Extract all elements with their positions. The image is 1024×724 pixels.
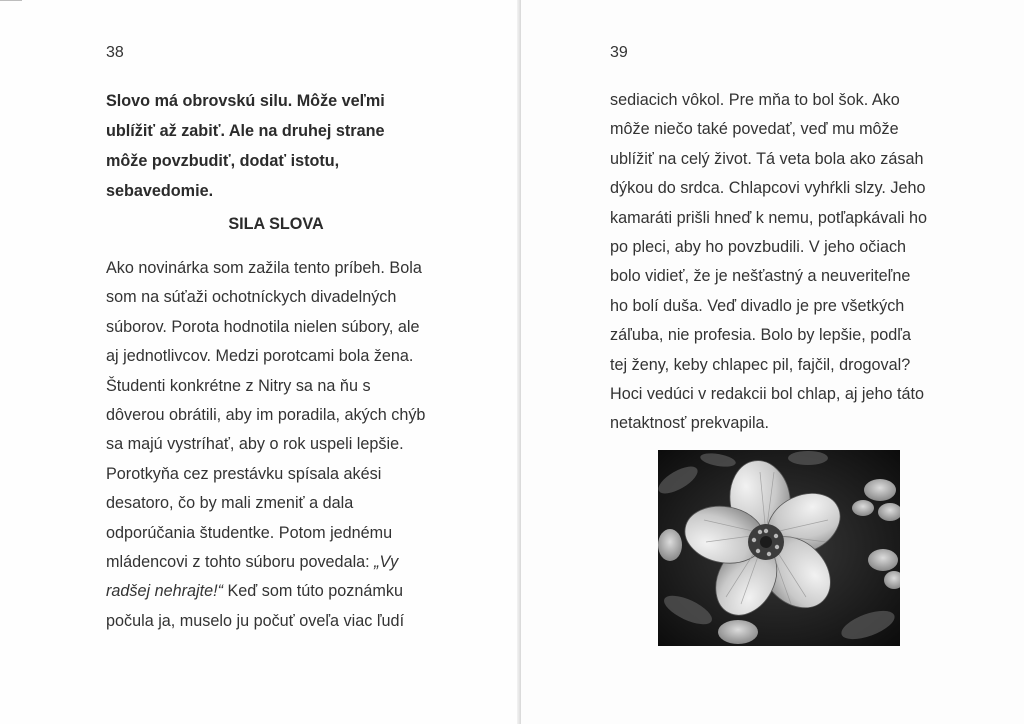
flower-photo (658, 450, 900, 646)
section-heading: SILA SLOVA (228, 215, 324, 233)
text-line: ho bolí duša. Veď divadlo je pre všetkých (610, 296, 905, 315)
text-line: desatoro, čo by mali zmeniť a dala (106, 494, 354, 513)
lead-paragraph (106, 86, 436, 206)
text-line: netaktnosť prekvapila. (610, 414, 770, 433)
scan-corner-mark (0, 0, 22, 11)
quote-tail: Keď som túto poznámku (222, 582, 403, 601)
flower-illustration (658, 450, 900, 646)
lead-line: sebavedomie. (106, 182, 214, 200)
right-page (521, 0, 1024, 724)
text-line-quote-end (106, 577, 451, 606)
text-line: kamaráti prišli hneď k nemu, potľapkávali ho (610, 208, 927, 227)
text-line: dôverou obrátili, aby im poradila, akých chýb (106, 406, 426, 425)
text-line: Ako novinárka som zažila tento príbeh. Bola (106, 259, 422, 277)
text-line: som na súťaži ochotníckych divadelných (106, 288, 397, 307)
page-number-left: 38 (106, 44, 124, 61)
left-body-text (106, 254, 451, 636)
quote-end: radšej nehrajte!“ (106, 582, 223, 601)
text-line: sediacich vôkol. Pre mňa to bol šok. Ako (610, 91, 900, 109)
text-line: môže niečo také povedať, veď mu môže (610, 120, 899, 139)
lead-line: ublížiť až zabiť. Ale na druhej strane (106, 122, 385, 140)
text-line: Hoci vedúci v redakcii bol chlap, aj jeho táto (610, 385, 925, 404)
text-line-quote-start (106, 548, 451, 577)
text-line: Študenti konkrétne z Nitry sa na ňu s (106, 376, 371, 395)
text-line: ublížiť na celý život. Tá veta bola ako zásah (610, 149, 924, 168)
quote-lead-in: mládencovi z tohto súboru povedala: (106, 553, 375, 572)
text-line: Porotkyňa cez prestávku spísala akési (106, 464, 382, 483)
text-line: záľuba, nie profesia. Bolo by lepšie, podľa (610, 326, 912, 345)
text-line: tej ženy, keby chlapec pil, fajčil, drogoval? (610, 355, 911, 374)
lead-line: môže povzbudiť, dodať istotu, (106, 152, 340, 170)
text-line: bolo vidieť, že je nešťastný a neuveriteľne (610, 267, 911, 286)
text-line: odporúčania študentke. Potom jednému (106, 523, 393, 542)
lead-line: Slovo má obrovskú silu. Môže veľmi (106, 92, 385, 110)
text-line: súborov. Porota hodnotila nielen súbory, ale (106, 317, 420, 336)
page-number-right: 39 (610, 44, 628, 61)
text-line: dýkou do srdca. Chlapcovi vyhŕkli slzy. Jeho (610, 179, 926, 198)
text-line: po pleci, aby ho povzbudili. V jeho očiach (610, 238, 907, 257)
text-line: aj jednotlivcov. Medzi porotcami bola žena. (106, 347, 414, 366)
text-line: sa majú vystríhať, aby o rok uspeli lepšie. (106, 435, 404, 454)
right-body-text (610, 86, 955, 439)
text-line: počula ja, muselo ju počuť oveľa viac ľudí (106, 611, 405, 630)
quote-start: „Vy (374, 553, 399, 572)
